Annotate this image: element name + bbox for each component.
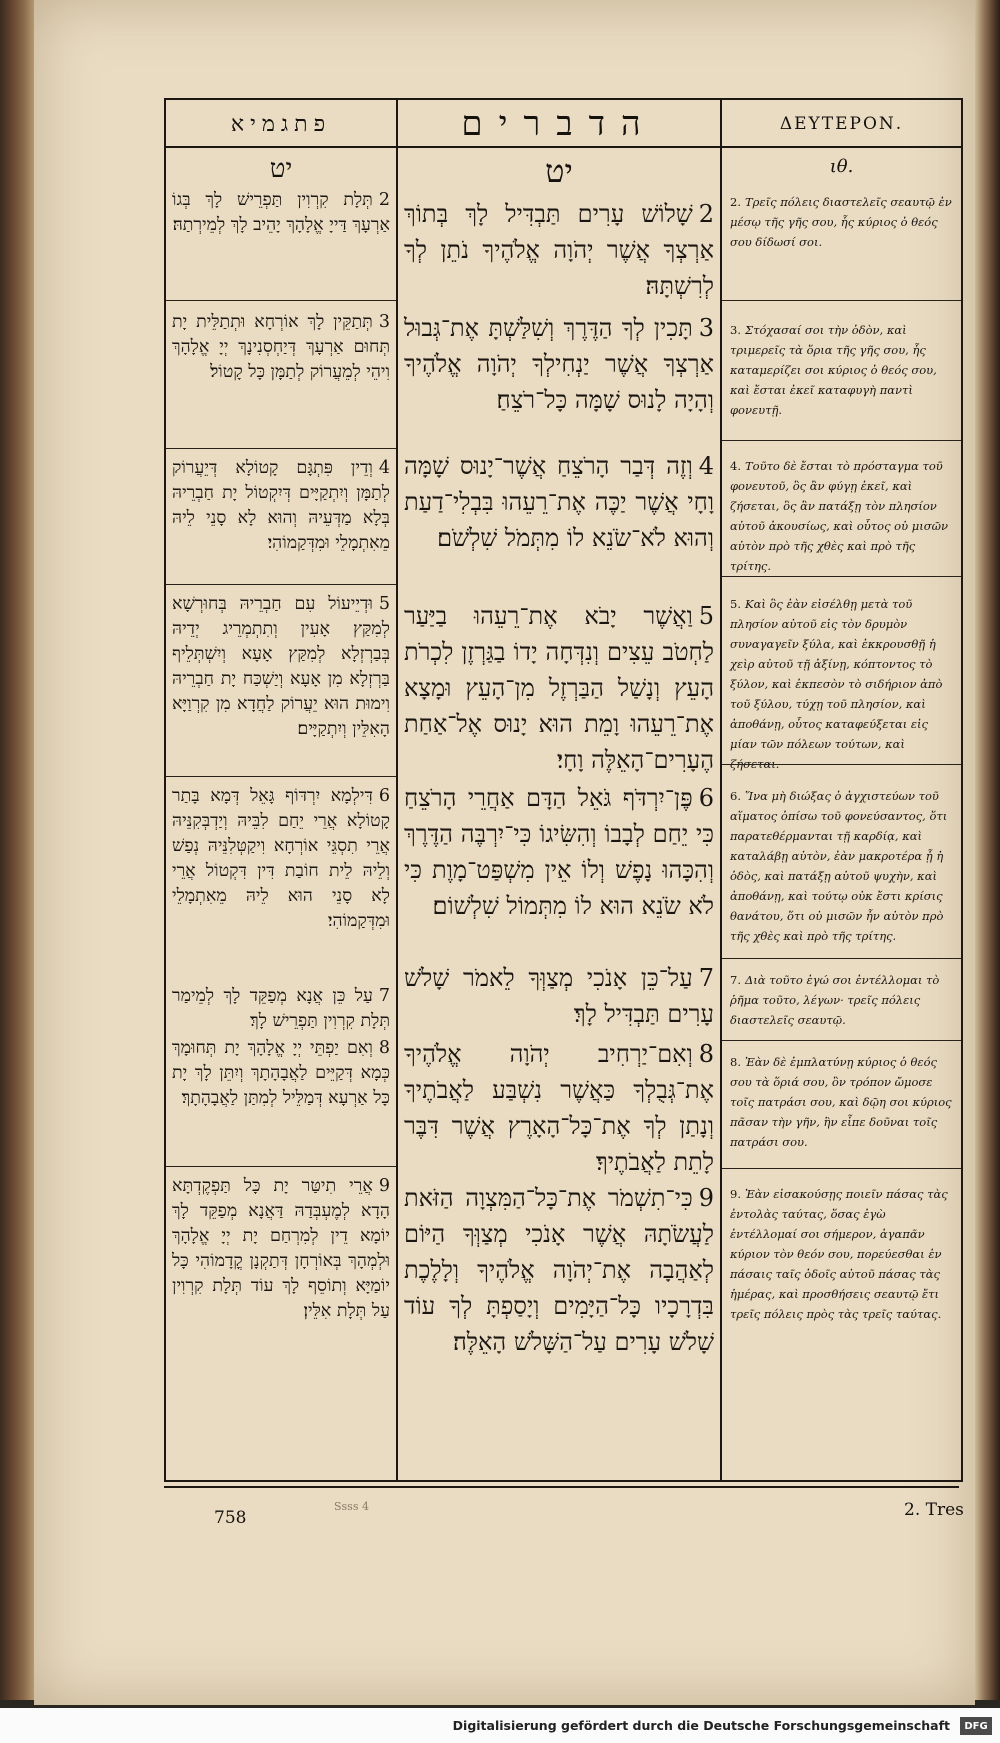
verse-number: 7. [730, 973, 741, 987]
verse-text: תְּלָת קִרְוִין תַּפְרֵישׁ לָךְ בְּגוֹ אַרְעָךְ דַּייָ אֱלָהָךְ יָהֵיב לָךְ לְמֵירְתַהּ׃ [172, 190, 390, 235]
verse-number: 4 [378, 458, 390, 478]
hebrew-verse [404, 448, 714, 556]
verse-number: 6. [730, 789, 741, 803]
chapter-number-hebrew: יט [545, 152, 573, 190]
greek-verse [730, 970, 953, 1030]
column-frame [164, 98, 963, 1482]
aramaic-verse [172, 592, 390, 742]
verse-number: 6 [378, 786, 390, 806]
verse-separator [166, 1166, 396, 1167]
verse-number: 9 [378, 1176, 390, 1196]
verse-separator [166, 584, 396, 585]
hebrew-column [398, 150, 720, 1476]
printer-signature: Ssss 4 [334, 1500, 369, 1513]
greek-verse [730, 456, 953, 576]
hebrew-verse [404, 310, 714, 418]
verse-separator [722, 1040, 961, 1041]
greek-verse [730, 192, 953, 252]
verse-text: עַל־כֵּן אָנֹכִי מְצַוְּךָ לֵאמֹר שָׁלֹשׁ עָרִים תַּבְדִּיל לָךְ׃ [404, 964, 714, 1028]
verse-text: כִּי־תִשְׁמֹר אֶת־כָּל־הַמִּצְוָה הַזֹּאת לַעֲשֹׂתָהּ אֲשֶׁר אָנֹכִי מְצַוְּךָ הַיּוֹם לְאַהֲבָה אֶת־יְהֹוָה אֱלֹהֶיךָ וְלָלֶכֶת בִּדְרָכָיו כָּל־הַיָּמִים וְיָסַפְתָּ לְךָ עוֹד שָׁלֹשׁ עָרִים עַל־הַשָּׁלֹשׁ הָאֵלֶּה׃ [404, 1184, 714, 1356]
book-spine-edge [0, 0, 34, 1700]
verse-number: 5 [378, 594, 390, 614]
verse-text: Ἐὰν δὲ ἐμπλατύνῃ κύριος ὁ θεός σου τὰ ὅριά σου, ὃν τρόπον ὤμοσε τοῖς πατράσι σου, καὶ δῷη σοι κύριος πᾶσαν τὴν γῆν, ἣν εἶπε δοῦναι τοῖς πατράσι σου. [730, 1055, 952, 1149]
verse-text: וְאִם־יַרְחִיב יְהֹוָה אֱלֹהֶיךָ אֶת־גְּבֻלְךָ כַּאֲשֶׁר נִשְׁבַּע לַאֲבֹתֶיךָ וְנָתַן לְךָ אֶת־כָּל־הָאָרֶץ אֲשֶׁר דִּבֶּר לָתֵת לַאֲבֹתֶיךָ׃ [404, 1040, 714, 1176]
verse-number: 7 [378, 986, 390, 1006]
verse-number: 6 [698, 784, 714, 812]
verse-text: שָׁלוֹשׁ עָרִים תַּבְדִּיל לָךְ בְּתוֹךְ אַרְצְךָ אֲשֶׁר יְהֹוָה אֱלֹהֶיךָ נֹתֵן לְךָ לְרִשְׁתָּהּ׃ [404, 200, 714, 300]
verse-separator [722, 1168, 961, 1169]
greek-column [722, 150, 961, 1476]
greek-verse [730, 320, 953, 420]
hebrew-verse [404, 780, 714, 924]
verse-separator [722, 576, 961, 577]
aramaic-verse [172, 984, 390, 1034]
aramaic-verse [172, 1036, 390, 1111]
verse-text: וְזֶה דְּבַר הָרֹצֵחַ אֲשֶׁר־יָנוּס שָׁמָּה וָחָי אֲשֶׁר יַכֶּה אֶת־רֵעֵהוּ בִּבְלִי־דַעַת וְהוּא לֹא־שֹׂנֵא לוֹ מִתְּמֹל שִׁלְשֹׁם׃ [404, 452, 714, 552]
verse-text: וְאִם יַפְתֵּי יְיָ אֱלָהָךְ יָת תְּחוּמָךְ כְּמָא דְּקַיֵּים לַאֲבָהָתָךְ וְיִתֵּן לָךְ יָת כָּל אַרְעָא דְּמַלֵּיל לְמִתַּן לַאֲבָהָתָךְ׃ [172, 1038, 390, 1108]
verse-number: 2 [378, 190, 390, 210]
greek-verse [730, 594, 953, 774]
hebrew-verse [404, 1036, 714, 1180]
verse-number: 4 [698, 452, 714, 480]
chapter-number-aramaic: יט [269, 154, 293, 184]
verse-number: 8 [378, 1038, 390, 1058]
verse-separator [722, 958, 961, 959]
running-head-greek: ΔΕΥΤΕΡΟΝ. [779, 114, 904, 134]
footer-rule [164, 1486, 959, 1488]
verse-text: דִּילְמָא יִרְדּוֹף גָּאֵל דְּמָא בָּתַר קָטוֹלָא אֲרֵי יֵחַם לִבֵּיהּ וְיַדְבְּקִנֵּיהּ אֲרֵי תִסְגֵּי אוֹרְחָא וִיקַטְּלִנֵּיהּ נְפַשׁ וְלֵיהּ לֵית חוֹבַת דִּין דִּקְטוֹל אֲרֵי לָא סָנֵי הוּא לֵיהּ מֵאִתְמָלֵי וּמִדְּקַמוֹהִי׃ [172, 786, 390, 931]
aramaic-column [166, 150, 396, 1476]
aramaic-verse [172, 1174, 390, 1324]
verse-number: 2. [730, 195, 741, 209]
catchword: 2. Tres [904, 1500, 964, 1520]
verse-text: וּדְיֵיעוֹל עִם חַבְרֵיהּ בְּחוּרְשָׁא לְמִקַּץ אָעִין וְתִתְמְרֵיג יְדֵיהּ בְּבַרְזְלָא לְמִקַּץ אָעָא וְיִשְׁתְּלֵיף בַּרְזְלָא מִן אָעָא וְיַשְׁכַּח יָת חַבְרֵיהּ וִימוּת הוּא יֵעֲרוֹק לַחֲדָא מִן קִרְוַיָּא הָאִלֵּין וְיִתְקַיָּים׃ [172, 594, 390, 739]
hebrew-verse [404, 598, 714, 778]
verse-text: Στόχασαί σοι τὴν ὁδὸν, καὶ τριμερεῖς τὰ ὅρια τῆς γῆς σου, ἧς καταμερίζει σοι κύριος ὁ θεός σου, καὶ ἔσται ἐκεῖ καταφυγὴ παντὶ φονευτῇ. [730, 323, 937, 417]
verse-separator [166, 448, 396, 449]
verse-text: Τρεῖς πόλεις διαστελεῖς σεαυτῷ ἐν μέσῳ τῆς γῆς σου, ἧς κύριος ὁ θεός σου δίδωσί σοι. [730, 195, 952, 249]
verse-text: וְדֵין פִּתְגָּם קָטוֹלָא דְּיֵעֲרוֹק לְתַמָּן וְיִתְקַיָּים דְּיִקְטוֹל יָת חַבְרֵיהּ בְּלָא מַדְּעֵיהּ וְהוּא לָא סָנֵי לֵיהּ מֵאִתְמָלֵי וּמִדְּקַמוֹהִי׃ [172, 458, 390, 553]
verse-separator [166, 776, 396, 777]
verse-text: פֶּן־יִרְדֹּף גֹּאֵל הַדָּם אַחֲרֵי הָרֹצֵחַ כִּי יֵחַם לְבָבוֹ וְהִשִּׂיגוֹ כִּי־יִרְבֶּה הַדֶּרֶךְ וְהִכָּהוּ נָפֶשׁ וְלוֹ אֵין מִשְׁפַּט־מָוֶת כִּי לֹא שֹׂנֵא הוּא לוֹ מִתְּמוֹל שִׁלְשׁוֹם׃ [404, 784, 714, 920]
verse-number: 3. [730, 323, 741, 337]
verse-number: 2 [698, 200, 714, 228]
verse-text: תָּכִין לְךָ הַדֶּרֶךְ וְשִׁלַּשְׁתָּ אֶת־גְּבוּל אַרְצְךָ אֲשֶׁר יַנְחִילְךָ יְהֹוָה אֱלֹהֶיךָ וְהָיָה לָנוּס שָׁמָּה כָּל־רֹצֵחַ׃ [404, 314, 714, 414]
verse-separator [722, 440, 961, 441]
verse-number: 8. [730, 1055, 741, 1069]
verse-number: 3 [698, 314, 714, 342]
chapter-number-greek: ιθ. [829, 156, 854, 177]
book-page [34, 0, 975, 1705]
aramaic-verse [172, 456, 390, 556]
verse-text: וַאֲשֶׁר יָבֹא אֶת־רֵעֵהוּ בַיַּעַר לַחְטֹב עֵצִים וְנִדְּחָה יָדוֹ בַגַּרְזֶן לִכְרֹת הָעֵץ וְנָשַׁל הַבַּרְזֶל מִן־הָעֵץ וּמָצָא אֶת־רֵעֵהוּ וָמֵת הוּא יָנוּס אֶל־אַחַת הֶעָרִים־הָאֵלֶּה וָחָי׃ [404, 602, 714, 774]
verse-text: Διὰ τοῦτο ἐγώ σοι ἐντέλλομαι τὸ ῥῆμα τοῦτο, λέγων· τρεῖς πόλεις διαστελεῖς σεαυτῷ. [730, 973, 940, 1027]
verse-separator [722, 300, 961, 301]
book-fore-edge [975, 0, 1000, 1700]
funding-notice: Digitalisierung gefördert durch die Deutsche Forschungsgemeinschaft [452, 1718, 950, 1733]
verse-text: Καὶ ὃς ἐὰν εἰσέλθῃ μετὰ τοῦ πλησίον αὐτοῦ εἰς τὸν δρυμὸν συναγαγεῖν ξύλα, καὶ ἐκκρουσθῇ ἡ χεὶρ αὐτοῦ τῇ ἀξίνῃ, κόπτοντος τὸ ξύλον, καὶ ἐκπεσὸν τὸ σιδήριον ἀπὸ τοῦ ξύλου, τύχῃ τοῦ πλησίον, καὶ ἀποθάνῃ, οὗτος καταφεύξεται εἰς μίαν τῶν πόλεων τούτων, καὶ ζήσεται. [730, 597, 943, 771]
verse-number: 5. [730, 597, 741, 611]
verse-number: 9 [698, 1184, 714, 1212]
aramaic-verse [172, 310, 390, 385]
verse-number: 3 [378, 312, 390, 332]
hebrew-verse [404, 960, 714, 1032]
hebrew-verse [404, 1180, 714, 1360]
verse-number: 5 [698, 602, 714, 630]
running-head-hebrew: הדברים [461, 104, 657, 144]
verse-text: Ἵνα μὴ διώξας ὁ ἀγχιστεύων τοῦ αἵματος ὀπίσω τοῦ φονεύσαντος, ὅτι παρατεθέρμανται τῇ καρδίᾳ, καὶ καταλάβῃ αὐτὸν, ἐὰν μακροτέρα ᾖ ἡ ὁδὸς, καὶ πατάξῃ αὐτοῦ ψυχὴν, καὶ ἀποθάνῃ, καὶ τούτῳ οὐκ ἔστι κρίσις θανάτου, ὅτι οὐ μισῶν ἦν αὐτὸν πρὸ τῆς χθὲς καὶ πρὸ τῆς τρίτης. [730, 789, 948, 943]
dfg-logo[interactable]: DFG [960, 1717, 992, 1735]
verse-number: 9. [730, 1187, 741, 1201]
running-head-aramaic: פתגמיא [230, 112, 332, 137]
aramaic-verse [172, 784, 390, 934]
greek-verse [730, 786, 953, 946]
greek-verse [730, 1052, 953, 1152]
header-rule [166, 146, 961, 148]
verse-number: 4. [730, 459, 741, 473]
verse-number: 8 [698, 1040, 714, 1068]
verse-number: 7 [698, 964, 714, 992]
verse-text: תְּתַקֵּין לָךְ אוֹרְחָא וּתְתַלֵּית יָת תְּחוּם אַרְעָךְ דְּיַחְסְנִינָךְ יְיָ אֱלָהָךְ וִיהֵי לְמֵעֲרוֹק לְתַמָּן כָּל קָטוֹל׃ [172, 312, 390, 382]
verse-text: עַל כֵּן אֲנָא מְפַקֵּד לָךְ לְמֵימַר תְּלָת קִרְוִין תַּפְרֵישׁ לָךְ׃ [172, 986, 390, 1031]
page-number: 758 [214, 1508, 247, 1528]
verse-separator [166, 300, 396, 301]
verse-text: Ἐὰν εἰσακούσῃς ποιεῖν πάσας τὰς ἐντολὰς ταύτας, ὅσας ἐγὼ ἐντέλλομαί σοι σήμερον, ἀγαπᾶν κύριον τὸν θεόν σου, πορεύεσθαι ἐν πάσαις ταῖς ὁδοῖς αὐτοῦ πάσας τὰς ἡμέρας, καὶ προσθήσεις σεαυτῷ ἔτι τρεῖς πόλεις πρὸς τὰς τρεῖς ταύτας. [730, 1187, 948, 1321]
greek-verse [730, 1184, 953, 1324]
digitization-footer [0, 1708, 1000, 1743]
hebrew-verse [404, 196, 714, 304]
verse-separator [722, 764, 961, 765]
verse-text: אֲרֵי תִיטַּר יָת כָּל תַּפְקֶדְתָּא הָדָא לְמֶעְבְּדַהּ דַּאֲנָא מְפַקֵּד לָךְ יוֹמָא דֵין לְמִרְחַם יָת יְיָ אֱלָהָךְ וּלְמְהָךְ בְּאוֹרְחָן דְּתַקְנָן קֳדָמוֹהִי כָּל יוֹמַיָּא וְתוֹסֵף לָךְ עוֹד תְּלָת קִרְוִין עַל תְּלָת אִלֵּין׃ [172, 1176, 390, 1321]
verse-text: Τοῦτο δὲ ἔσται τὸ πρόσταγμα τοῦ φονευτοῦ, ὃς ἂν φύγῃ ἐκεῖ, καὶ ζήσεται, ὃς ἂν πατάξῃ τὸν πλησίον αὐτοῦ ἀκουσίως, καὶ οὗτος οὐ μισῶν αὐτὸν πρὸ τῆς χθὲς καὶ πρὸ τῆς τρίτης. [730, 459, 948, 573]
aramaic-verse [172, 188, 390, 238]
